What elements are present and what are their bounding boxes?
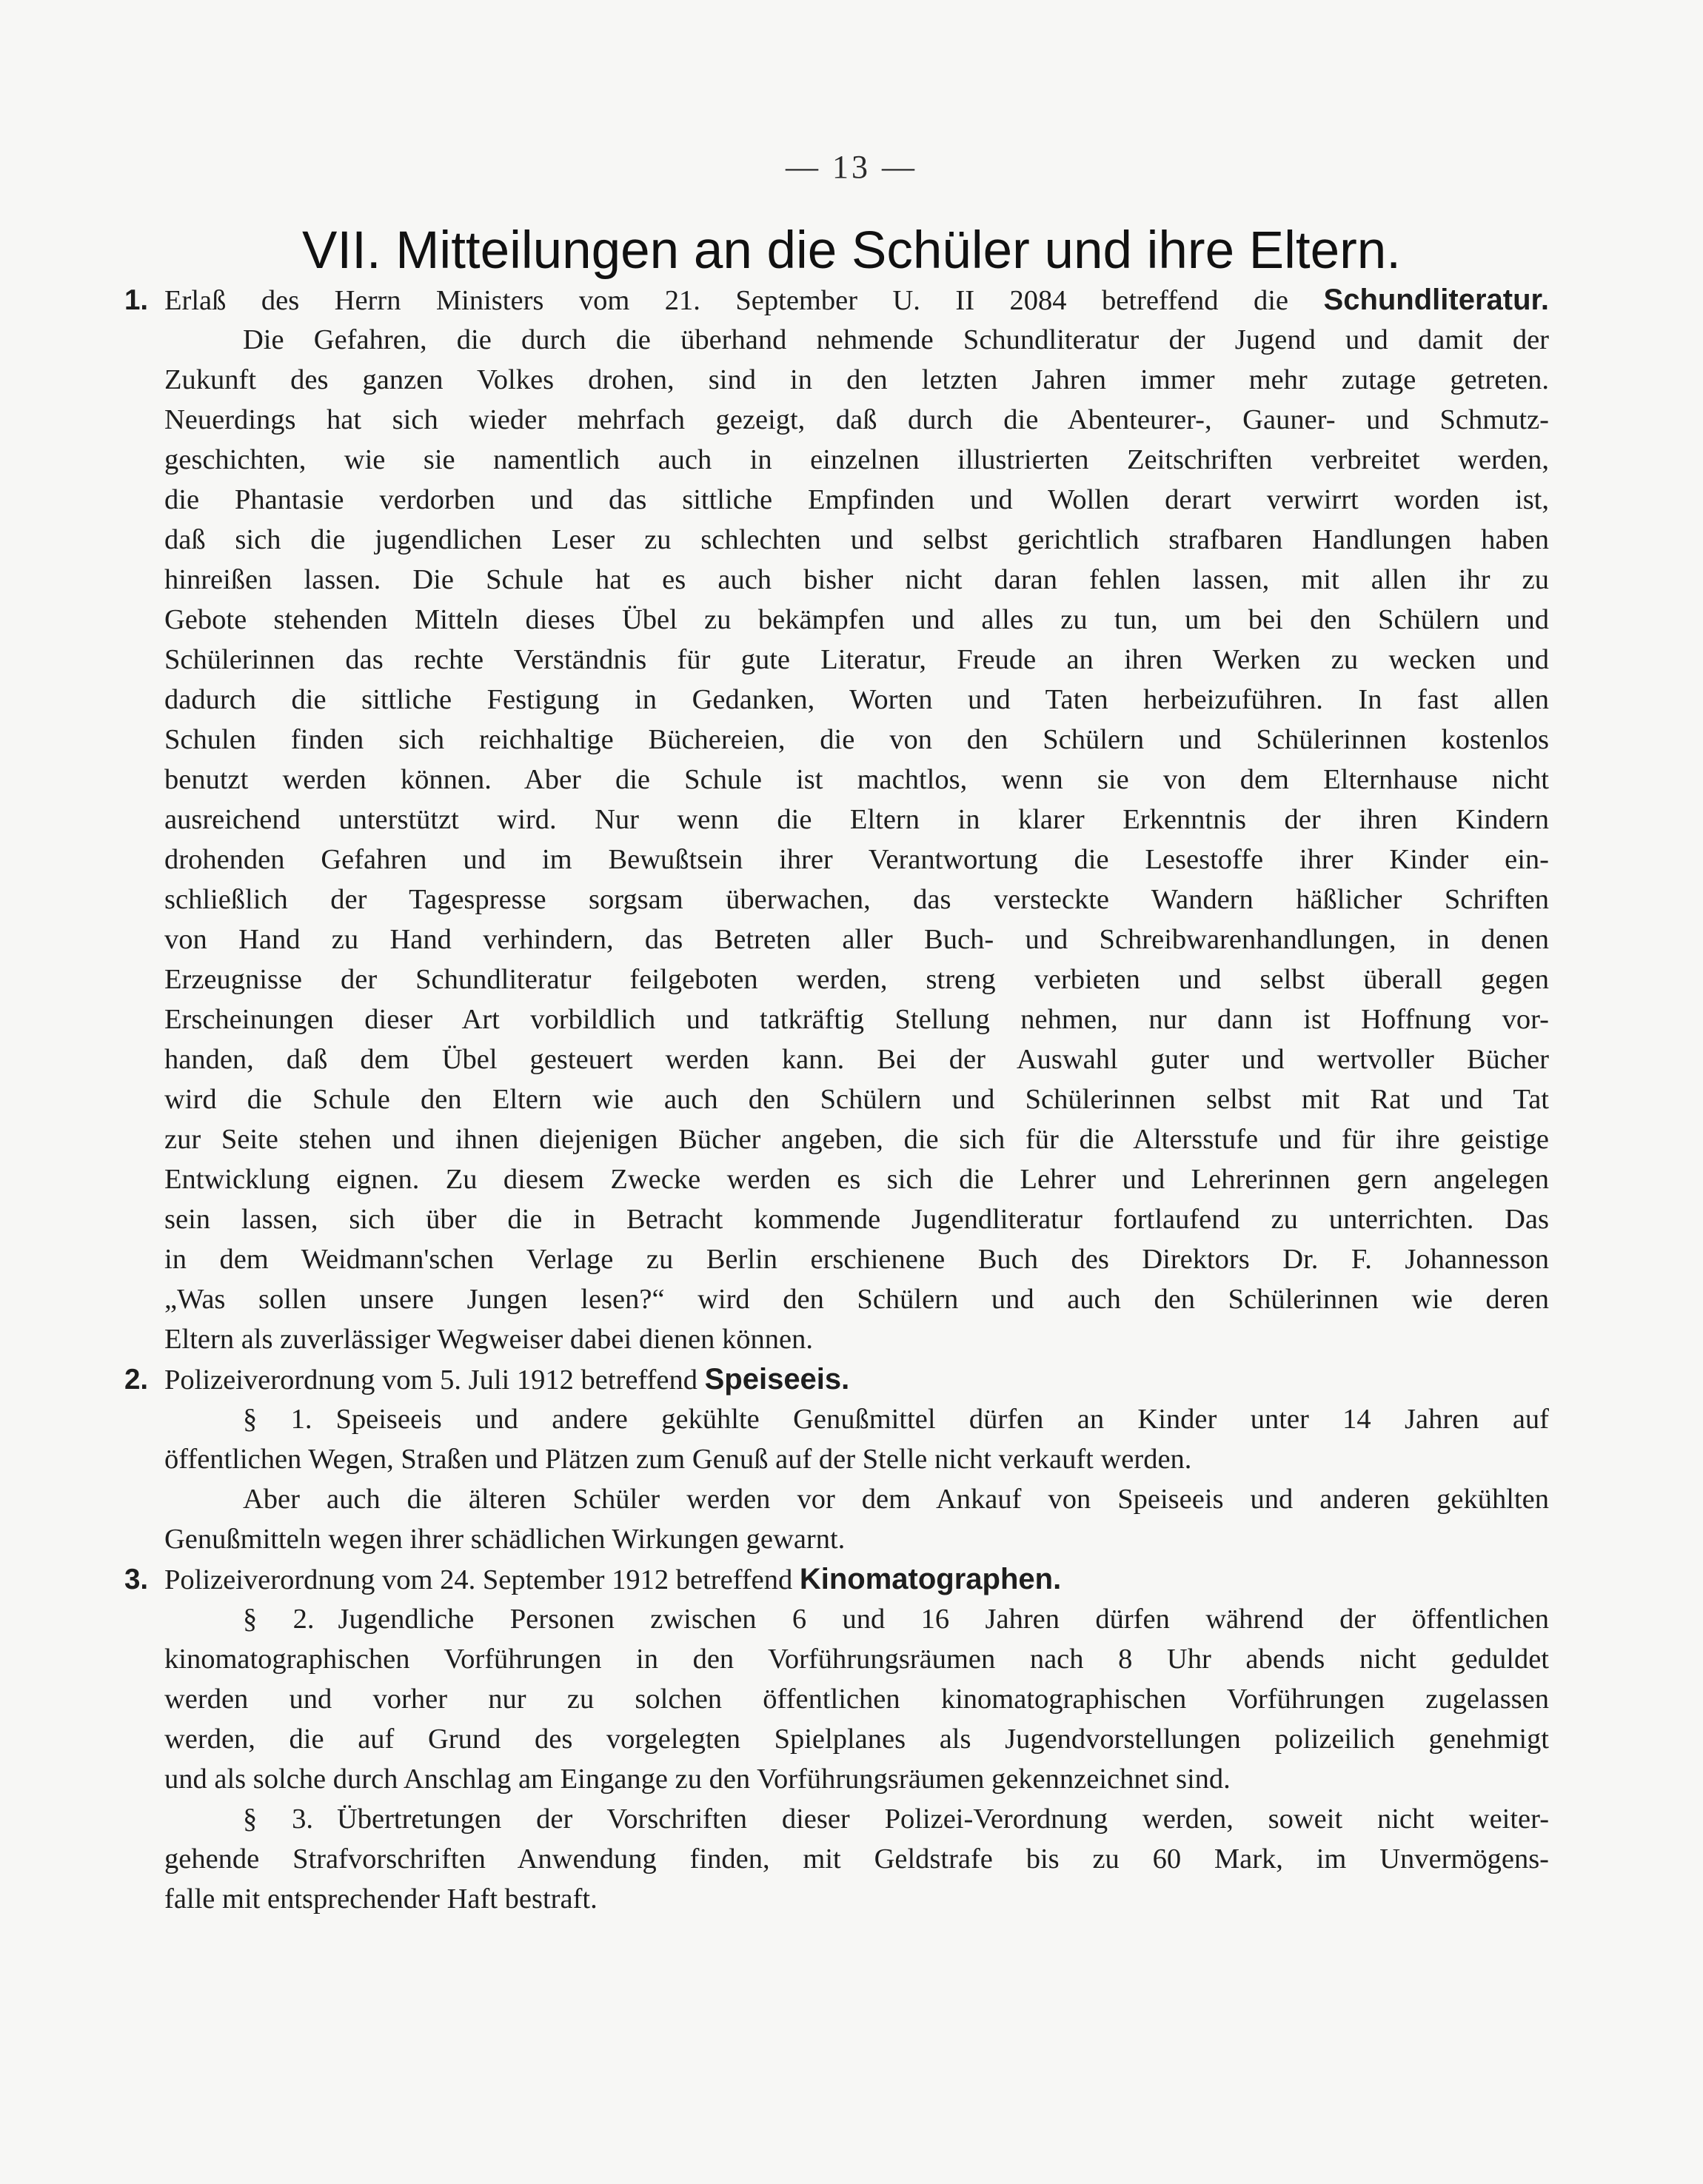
text-span: Jugendliche Personen zwischen 6 und 16 Jahren dürfen während der öffentlichen — [338, 1604, 1549, 1635]
text-line: Eltern als zuverlässiger Wegweiser dabei dienen können. — [164, 1324, 814, 1355]
text-line: und als solche durch Anschlag am Eingange zu den Vorführungsräumen gekennzeichnet sind. — [164, 1763, 1231, 1795]
section-1-heading-text: Erlaß des Herrn Ministers vom 21. September U. II 2084 betreffend die — [164, 285, 1289, 316]
text-line: Erscheinungen dieser Art vorbildlich und tatkräftig Stellung nehmen, nur dann ist Hoffnung vor- — [164, 1004, 1549, 1035]
chapter-title: VII. Mitteilungen an die Schüler und ihre Eltern. — [302, 221, 1401, 280]
text-line: kinomatographischen Vorführungen in den Vorführungsräumen nach 8 Uhr abends nicht geduldet — [164, 1644, 1549, 1675]
text-line: wird die Schule den Eltern wie auch den Schülern und Schülerinnen selbst mit Rat und Tat — [164, 1084, 1549, 1115]
section-1-heading — [124, 280, 1549, 320]
text-line: werden und vorher nur zu solchen öffentlichen kinomatographischen Vorführungen zugelassen — [164, 1684, 1549, 1715]
text-line: falle mit entsprechender Haft bestraft. — [164, 1883, 598, 1915]
text-line: Neuerdings hat sich wieder mehrfach gezeigt, daß durch die Abenteurer-, Gauner- und Schmutz- — [164, 404, 1549, 435]
text-line: hinreißen lassen. Die Schule hat es auch bisher nicht daran fehlen lassen, mit allen ihr zu — [164, 564, 1549, 595]
text-line: Die Gefahren, die durch die überhand nehmende Schundliteratur der Jugend und damit der — [243, 324, 1549, 355]
text-line: Erzeugnisse der Schundliteratur feilgeboten werden, streng verbieten und selbst überall gegen — [164, 964, 1549, 995]
text-line: Entwicklung eignen. Zu diesem Zwecke werden es sich die Lehrer und Lehrerinnen gern angelegen — [164, 1164, 1549, 1195]
paragraph-sign: § 1. — [243, 1404, 312, 1435]
section-2-heading-text: Polizeiverordnung vom 5. Juli 1912 betreffend — [164, 1364, 697, 1396]
section-3-paragraph-3 — [243, 1799, 1549, 1839]
section-3-keyword: Kinomatographen. — [799, 1563, 1062, 1595]
paragraph-sign: § 3. — [243, 1803, 313, 1835]
text-line: benutzt werden können. Aber die Schule ist machtlos, wenn sie von dem Elternhause nicht — [164, 764, 1549, 795]
text-line: „Was sollen unsere Jungen lesen?“ wird den Schülern und auch den Schülerinnen wie deren — [164, 1284, 1549, 1315]
text-line: geschichten, wie sie namentlich auch in einzelnen illustrierten Zeitschriften verbreitet werden, — [164, 444, 1549, 475]
text-line: die Phantasie verdorben und das sittliche Empfinden und Wollen derart verwirrt worden ist, — [164, 484, 1549, 515]
text-line: Schulen finden sich reichhaltige Büchereien, die von den Schülern und Schülerinnen kostenlos — [164, 724, 1549, 755]
text-line: gehende Strafvorschriften Anwendung finden, mit Geldstrafe bis zu 60 Mark, im Unvermögens- — [164, 1843, 1549, 1875]
text-line: Gebote stehenden Mitteln dieses Übel zu bekämpfen und alles zu tun, um bei den Schülern und — [164, 604, 1549, 635]
text-line: daß sich die jugendlichen Leser zu schlechten und selbst gerichtlich strafbaren Handlungen haben — [164, 524, 1549, 555]
text-line: Genußmitteln wegen ihrer schädlichen Wirkungen gewarnt. — [164, 1524, 846, 1555]
text-line: sein lassen, sich über die in Betracht kommende Jugendliteratur fortlaufend zu unterrichten. Das — [164, 1204, 1549, 1235]
section-3-number: 3. — [124, 1564, 149, 1595]
text-line: handen, daß dem Übel gesteuert werden kann. Bei der Auswahl guter und wertvoller Bücher — [164, 1044, 1549, 1075]
text-line: dadurch die sittliche Festigung in Gedanken, Worten und Taten herbeizuführen. In fast allen — [164, 684, 1549, 715]
text-line: werden, die auf Grund des vorgelegten Spielplanes als Jugendvorstellungen polizeilich genehmigt — [164, 1724, 1549, 1755]
text-line: ausreichend unterstützt wird. Nur wenn die Eltern in klarer Erkenntnis der ihren Kindern — [164, 804, 1549, 835]
text-line: Aber auch die älteren Schüler werden vor dem Ankauf von Speiseeis und anderen gekühlten — [243, 1484, 1549, 1515]
section-2-number: 2. — [124, 1364, 149, 1396]
text-line: in dem Weidmann'schen Verlage zu Berlin erschienene Buch des Direktors Dr. F. Johannesson — [164, 1244, 1549, 1275]
text-line: von Hand zu Hand verhindern, das Betreten aller Buch- und Schreibwarenhandlungen, in denen — [164, 924, 1549, 955]
text-line: öffentlichen Wegen, Straßen und Plätzen zum Genuß auf der Stelle nicht verkauft werden. — [164, 1444, 1192, 1475]
section-1-keyword: Schundliteratur. — [1323, 284, 1549, 316]
text-line: Schülerinnen das rechte Verständnis für gute Literatur, Freude an ihren Werken zu wecken und — [164, 644, 1549, 675]
text-line: zur Seite stehen und ihnen diejenigen Bücher angeben, die sich für die Altersstufe und für ihre geistige — [164, 1124, 1549, 1155]
section-1-number: 1. — [124, 284, 149, 316]
page-number: — 13 — — [786, 149, 917, 185]
section-2-heading — [124, 1359, 1549, 1399]
text-line: drohenden Gefahren und im Bewußtsein ihrer Verantwortung die Lesestoffe ihrer Kinder ein- — [164, 844, 1549, 875]
paragraph-sign: § 2. — [243, 1604, 315, 1635]
section-2-paragraph-1 — [243, 1399, 1549, 1439]
text-line: Zukunft des ganzen Volkes drohen, sind in den letzten Jahren immer mehr zutage getreten. — [164, 364, 1549, 395]
text-line: schließlich der Tagespresse sorgsam überwachen, das versteckte Wandern häßlicher Schriften — [164, 884, 1549, 915]
section-3-paragraph-2 — [243, 1599, 1549, 1639]
text-span: Speiseeis und andere gekühlte Genußmittel dürfen an Kinder unter 14 Jahren auf — [335, 1404, 1549, 1435]
section-2-keyword: Speiseeis. — [704, 1363, 850, 1396]
section-3-heading — [124, 1559, 1549, 1599]
section-3-heading-text: Polizeiverordnung vom 24. September 1912 betreffend — [164, 1564, 793, 1595]
text-span: Übertretungen der Vorschriften dieser Polizei-Verordnung werden, soweit nicht weiter- — [336, 1803, 1549, 1835]
